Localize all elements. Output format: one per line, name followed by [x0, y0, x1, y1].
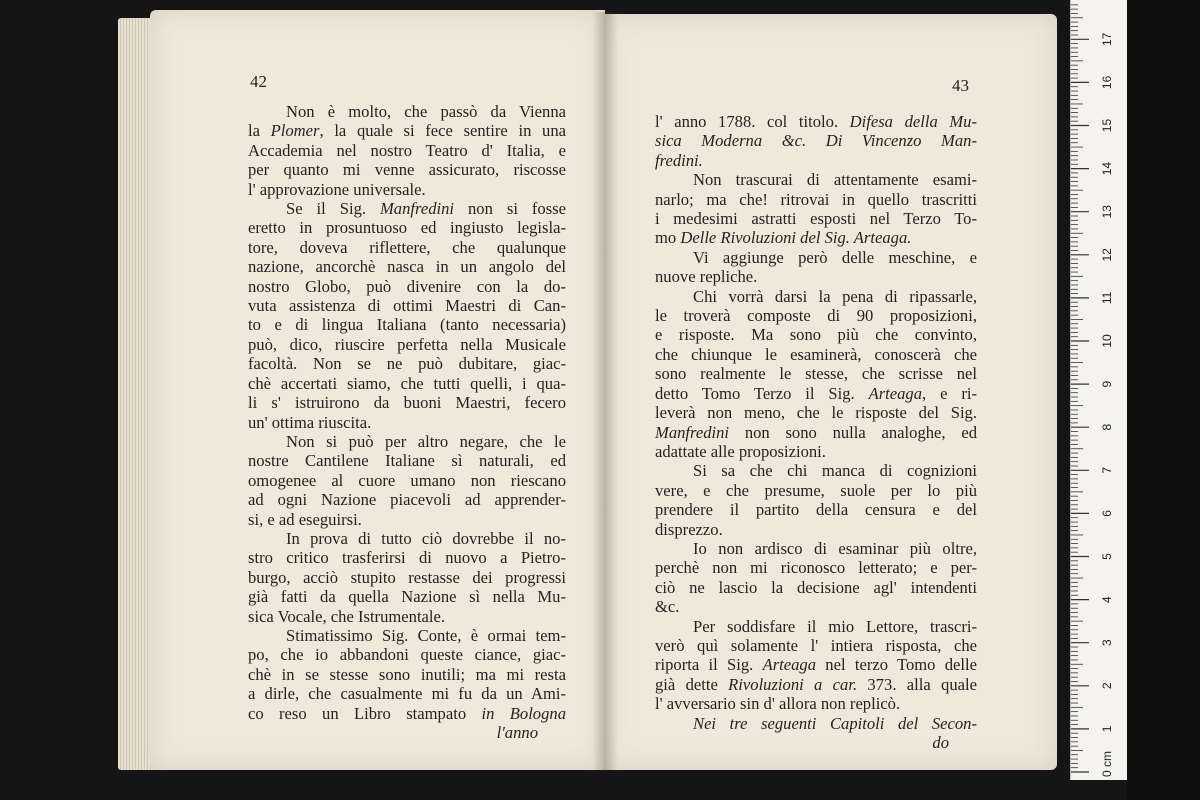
right-page-text-line: do [932, 733, 949, 752]
ruler-cm-label: 11 [1100, 291, 1114, 305]
right-page-text-line: verò quì solamente l' intiera risposta, che [655, 635, 977, 655]
left-page-text-line: nostre Cantilene Italiane sì naturali, ed [248, 451, 566, 471]
left-page-text-line: tore, doveva riflettere, che qualunque [248, 237, 566, 257]
right-page-text-line: leverà non meno, che le risposte del Sig. [655, 403, 977, 423]
right-page-text-line: disprezzo. [655, 519, 723, 539]
left-page-text-line: Non si può per altro negare, che le [286, 431, 566, 451]
right-page-text-line: Non trascurai di attentamente esami- [693, 170, 977, 190]
right-page-text [655, 112, 977, 752]
left-page [150, 10, 605, 770]
ruler-cm-label: 3 [1100, 639, 1114, 647]
left-page-text-line: nostro Globo, può divenire con la do- [248, 276, 566, 296]
left-page-text-line: stro critico trasferirsi di nuovo a Pietro- [248, 548, 566, 568]
right-page-text-line: Per soddisfare il mio Lettore, trascri- [693, 616, 977, 636]
left-page-text-line: facoltà. Non se ne può dubitare, giac- [248, 354, 566, 374]
left-page-text-line: a dirle, che casualmente mi fu da un Ami- [248, 684, 566, 704]
ruler-cm-label: 10 [1100, 334, 1114, 348]
ruler-cm-label: 9 [1100, 380, 1114, 388]
right-page-text-line: l' avversario sin d' allora non replicò. [655, 694, 901, 714]
right-page-text-line: Si sa che chi manca di cognizioni [693, 461, 977, 481]
ruler-cm-label: 14 [1100, 161, 1114, 176]
right-page-text-line: l' anno 1788. col titolo. Difesa della Mu- [655, 112, 978, 131]
ruler-cm-label: 16 [1100, 75, 1114, 90]
right-page-text-line: vere, e che presume, suole per lo più [655, 480, 977, 500]
measurement-ruler [1070, 0, 1127, 780]
left-page-text-line: chè accertati siamo, che tutti quelli, i qua- [248, 373, 566, 393]
right-page-text-line: che chiunque le esaminerà, conoscerà che [655, 344, 977, 364]
ruler-cm-label: 13 [1100, 205, 1114, 219]
left-page-text-line: l'anno [496, 723, 538, 742]
left-page-text-line: Se il Sig. Manfredini non si fosse [286, 199, 566, 219]
left-page-text-line: po, che io abbandoni queste ciance, giac- [248, 645, 566, 665]
left-page-text-line: ad ogni Nazione piacevoli ad apprender- [248, 490, 566, 510]
right-page-text-line: Chi vorrà darsi la pena di ripassarle, [693, 286, 977, 306]
right-page-text-line: ciò ne lascio la decisione agl' intendenti [655, 577, 977, 597]
ruler-unit-label: 0 cm [1100, 750, 1114, 778]
right-page-text-line: le troverà composte di 90 proposizioni, [655, 306, 977, 326]
left-page-text-line: Accademia nel nostro Teatro d' Italia, e [248, 140, 566, 160]
ruler-cm-label: 7 [1100, 466, 1114, 474]
right-page-text-line: Manfredini non sono nulla analoghe, ed [655, 422, 977, 442]
right-page-text-line: perchè non mi riconosco letterato; e per- [655, 558, 977, 578]
left-page-text-line: omogenee al cuore umano non riescano [248, 470, 566, 490]
right-page-text-line: riporta il Sig. Arteaga nel terzo Tomo delle [655, 655, 977, 675]
right-page-text-line: mo Delle Rivoluzioni del Sig. Arteaga. [655, 228, 912, 248]
left-page-text-line: co reso un Libro stampato in Bologna [248, 703, 566, 723]
right-page-text-line: adattate alle proposizioni. [655, 441, 826, 461]
right-page [605, 14, 1057, 770]
right-page-text-line: e risposte. Ma sono più che convinto, [655, 325, 977, 345]
left-page-text-line: vuta assistenza di ottimi Maestri di Can- [248, 296, 566, 316]
left-page-text-line: to e di lingua Italiana (tanto necessaria) [248, 315, 566, 335]
left-page-text-line: burgo, acciò stupito restasse dei progressi [248, 567, 566, 587]
right-page-text-line: i medesimi astratti esposti nel Terzo To- [655, 209, 977, 229]
left-page-number: 42 [250, 72, 267, 91]
left-page-text-line: chè in se stesse sono inutili; ma mi resta [248, 664, 566, 684]
left-page-text-line: si, e ad eseguirsi. [248, 509, 362, 529]
right-page-text-line: già dette Rivoluzioni a car. 373. alla quale [655, 674, 977, 694]
left-page-text-line: già fatti da quella Nazione sì nella Mu- [248, 587, 566, 607]
left-page-text-line: per quanto mi venne assicurato, riscosse [248, 160, 566, 180]
ruler-cm-label: 5 [1100, 553, 1114, 560]
right-page-text-line: narlo; ma che! ritrovai in quello trascritti [655, 189, 977, 209]
ruler-cm-label: 4 [1100, 596, 1114, 603]
right-page-text-line: Io non ardisco di esaminar più oltre, [693, 538, 977, 558]
left-page-text-line: un' ottima riuscita. [248, 412, 372, 432]
left-page-text-line: sica Vocale, che Istrumentale. [248, 606, 446, 626]
left-page-text [248, 102, 566, 742]
right-page-text-line: prendere il partito della censura e del [655, 500, 977, 520]
ruler-cm-label: 15 [1100, 118, 1114, 133]
ruler-cm-label: 1 [1100, 725, 1114, 733]
left-page-text-line: può, dico, riuscire perfetta nella Musicale [248, 334, 566, 354]
ruler-cm-label: 6 [1100, 510, 1114, 517]
left-page-text-line: la Plomer, la quale si fece sentire in una [248, 121, 566, 141]
right-page-number: 43 [952, 76, 969, 95]
ruler-scale [1071, 0, 1127, 780]
right-page-text-line: detto Tomo Terzo il Sig. Arteaga, e ri- [655, 383, 977, 403]
right-page-text-line: sica Moderna &c. Di Vincenzo Man- [655, 131, 977, 151]
left-page-text-line: Stimatissimo Sig. Conte, è ormai tem- [286, 625, 566, 645]
left-page-text-line: nazione, ancorchè nasca in un angolo del [248, 257, 566, 277]
ruler-cm-label: 12 [1100, 248, 1114, 262]
left-page-text-line: In prova di tutto ciò dovrebbe il no- [286, 528, 566, 548]
left-page-text-line: li s' istruirono da buoni Maestri, fecero [248, 393, 566, 413]
right-page-text-line: fredini. [655, 150, 703, 170]
right-page-text-line: Vi aggiunge però delle meschine, e [693, 247, 977, 267]
ruler-cm-label: 8 [1100, 423, 1114, 431]
ruler-cm-label: 2 [1100, 682, 1114, 690]
left-page-text-line: Non è molto, che passò da Vienna [286, 102, 566, 121]
right-page-text-line: sono realmente le stesse, che scrisse nel [655, 364, 977, 384]
background-edge [1127, 0, 1200, 800]
left-page-text-line: l' approvazione universale. [248, 179, 426, 199]
right-page-text-line: &c. [655, 597, 680, 617]
left-page-text-line: eretto in prosuntuoso ed ingiusto legisla- [248, 218, 566, 238]
right-page-text-line: Nei tre seguenti Capitoli del Secon- [693, 713, 977, 733]
right-page-text-line: nuove repliche. [655, 267, 758, 287]
ruler-cm-label: 17 [1100, 32, 1114, 46]
